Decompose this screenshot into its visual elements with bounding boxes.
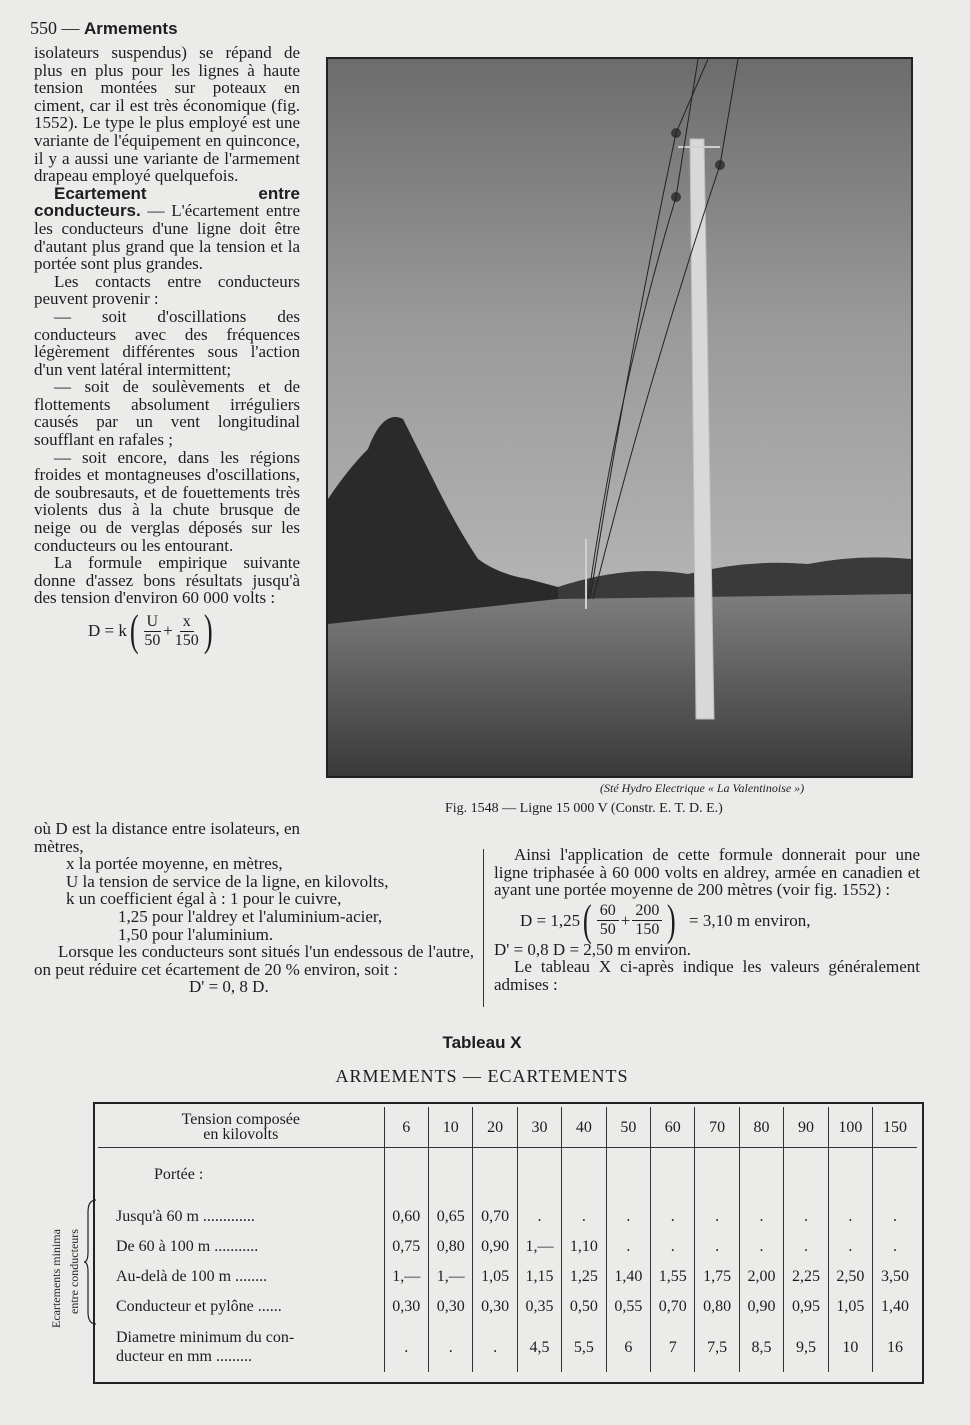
table-cell: 1,— [384,1262,428,1292]
denominator: 50 [599,921,616,939]
page-number: 550 [30,18,57,38]
table-cell: . [651,1202,695,1232]
tension-header-cell: 80 [739,1107,783,1148]
definition-line: D' = 0, 8 D. [189,977,269,997]
diameter-row [98,1322,917,1372]
table-cell: . [873,1232,917,1262]
table-cell: 0,80 [429,1232,473,1262]
row-label-line: Diametre minimum du con- [116,1329,295,1346]
plus-sign: + [163,621,173,641]
tension-header-cell: 6 [384,1107,428,1148]
empty-cell [429,1148,473,1203]
empty-cell [784,1148,828,1203]
curly-brace-icon [84,1198,98,1326]
tension-header-cell: 50 [606,1107,650,1148]
table-cell: . [651,1232,695,1262]
figure-caption: Fig. 1548 — Ligne 15 000 V (Constr. E. T. D. E.) [445,801,723,816]
table-row [98,1202,917,1232]
paragraph: Les contacts entre conducteurs peuvent provenir : [34,271,300,309]
table-row [98,1232,917,1262]
table-cell: 1,— [429,1262,473,1292]
definitions-block [34,820,474,996]
left-column [34,44,300,655]
photo-power-line [326,57,913,778]
tension-header-cell: 20 [473,1107,517,1148]
table-cell: 9,5 [784,1322,828,1372]
header-label-line: en kilovolts [203,1126,279,1143]
table-cell: 7,5 [695,1322,739,1372]
definition-line: k un coefficient égal à : 1 pour le cuivre, [66,889,342,909]
tension-header-cell: 150 [873,1107,917,1148]
definition-line: U la tension de service de la ligne, en kilovolts, [66,871,389,891]
table-cell: 0,35 [517,1292,561,1322]
paren-right: ) [203,606,213,655]
table-body [98,1107,917,1372]
paragraph: La formule empirique suivante donne d'assez bons résultats jusqu'à des tension d'environ 60 000 volts : [34,553,300,608]
table-cell: 0,30 [384,1292,428,1322]
table-cell: 0,70 [651,1292,695,1322]
row-label: Conducteur et pylône ...... [116,1298,282,1315]
formula [88,606,300,655]
tension-header-cell: 60 [651,1107,695,1148]
paragraph: Ainsi l'application de cette formule donnerait pour une ligne triphasée à 60 000 volts en aldrey, armée en canadien et ayant une portée moyenne de 200 mètres (voir fig. 1552) : [494,845,920,900]
section-heading: Ecartement entre conducteurs. [34,183,300,221]
fraction [632,902,662,939]
paragraph: Le tableau X ci-après indique les valeurs généralement admises : [494,957,920,994]
paragraph [34,185,300,273]
table-cell: . [695,1202,739,1232]
table-cell: . [739,1202,783,1232]
table-cell: 0,95 [784,1292,828,1322]
formula [520,895,920,945]
table-cell: 1,40 [606,1262,650,1292]
table-subtitle: ARMEMENTS — ECARTEMENTS [335,1066,629,1086]
table-cell: 0,70 [473,1202,517,1232]
empty-cell [606,1148,650,1203]
table-cell: 4,5 [517,1322,561,1372]
table-cell: 3,50 [873,1262,917,1292]
table-cell: . [473,1322,517,1372]
table-cell: . [606,1232,650,1262]
row-label-line: ducteur en mm ......... [116,1348,252,1365]
empty-cell [473,1148,517,1203]
empty-cell [828,1148,872,1203]
table-cell: 1,10 [562,1232,606,1262]
empty-cell [651,1148,695,1203]
table-cell: . [606,1202,650,1232]
empty-cell [695,1148,739,1203]
tension-header-cell: 70 [695,1107,739,1148]
formula-line: D' = 0,8 D = 2,50 m environ. [494,939,691,959]
fraction [597,902,619,939]
table-cell: . [739,1232,783,1262]
paragraph: — soit de soulèvements et de flottements absolument irréguliers causés par un vent longitudinal soufflant en rafales ; [34,377,300,450]
table-row [98,1292,917,1322]
tension-header-cell: 100 [828,1107,872,1148]
denominator: 150 [174,631,199,649]
side-label-line: entre conducteurs [67,1229,81,1314]
table-cell: 0,65 [429,1202,473,1232]
table-cell: 1,40 [873,1292,917,1322]
header-label [98,1107,384,1148]
definition-line: x la portée moyenne, en mètres, [66,854,283,874]
paren-right: ) [667,895,677,945]
table-cell: . [695,1232,739,1262]
empty-cell [384,1148,428,1203]
row-label: De 60 à 100 m ........... [116,1238,259,1255]
denominator: 50 [144,631,161,649]
table-cell: . [784,1202,828,1232]
numerator: 200 [632,902,662,921]
paren-left: ( [129,606,139,655]
formula-lhs: D = 1,25 [520,910,581,930]
table-cell: 16 [873,1322,917,1372]
empty-cell [873,1148,917,1203]
table-cell: 0,80 [695,1292,739,1322]
table-cell: 5,5 [562,1322,606,1372]
table-cell: 0,75 [384,1232,428,1262]
definition-line: 1,25 pour l'aldrey et l'aluminium-acier, [118,906,383,926]
paragraph: — soit encore, dans les régions froides et montagneuses d'oscillations, de soubresauts, et de fouettements très violents dus à la chute brusque de neige ou de verglas déposés sur les conducteurs ou les entourant. [34,447,300,555]
numerator: U [144,613,162,632]
portee-row [98,1148,917,1203]
empty-cell [739,1148,783,1203]
column-divider [483,849,484,1007]
tension-header-cell: 40 [562,1107,606,1148]
photo-illustration [328,59,911,776]
definition-line: Lorsque les conducteurs sont situés l'un endessous de l'autre, on peut réduire cet écartement de 20 % environ, soit : [34,942,474,979]
empty-cell [562,1148,606,1203]
table-cell: 1,25 [562,1262,606,1292]
fraction [144,613,162,650]
definition-line: où D est la distance entre isolateurs, en mètres, [34,819,300,856]
table-title: Tableau X [442,1033,522,1052]
row-label: Jusqu'à 60 m ............. [116,1208,255,1225]
data-table [98,1107,917,1372]
table-cell: 2,00 [739,1262,783,1292]
table-cell: 1,— [517,1232,561,1262]
table-cell: 0,30 [429,1292,473,1322]
table-cell: . [784,1232,828,1262]
table-cell: 1,75 [695,1262,739,1292]
table-cell: 2,50 [828,1262,872,1292]
paragraph-text: — L'écartement entre les conducteurs d'une ligne doit être d'autant plus grand que la tension et la portée sont plus grandes. [34,201,300,274]
paragraph: isolateurs suspendus) se répand de plus en plus pour les lignes à haute tension montées sur poteaux en ciment, car il est très économique (fig. 1552). Le type le plus employé est une variante de l'équipement en quinconce, il y a aussi une variante de l'armement drapeau employé quelquefois. [34,43,300,186]
fraction [175,613,199,650]
empty-cell [517,1148,561,1203]
plus-sign: + [620,910,631,930]
table-cell: 1,15 [517,1262,561,1292]
numerator: 60 [597,902,619,921]
table-cell: . [828,1202,872,1232]
formula-lhs: D = k [88,621,127,641]
table-cell: . [429,1322,473,1372]
header-label-line: Tension composée [181,1111,300,1128]
right-column [494,846,920,994]
table-cell: 0,60 [384,1202,428,1232]
tension-header-cell: 30 [517,1107,561,1148]
table-cell: 0,55 [606,1292,650,1322]
figure-credit: (Sté Hydro Electrique « La Valentinoise ») [600,781,805,795]
table-cell: 8,5 [739,1322,783,1372]
table-cell: . [562,1202,606,1232]
tension-header-cell: 10 [429,1107,473,1148]
formula-rhs: = 3,10 m environ, [689,910,811,930]
section-title: Armements [84,19,178,38]
paren-left: ( [583,895,592,945]
portee-label: Portée : [154,1166,204,1183]
table-cell: 1,55 [651,1262,695,1292]
header-dash: — [61,18,80,38]
page-header [30,18,178,39]
table-cell: . [828,1232,872,1262]
table-row [98,1262,917,1292]
numerator: x [180,613,194,632]
row-label [98,1322,384,1372]
table-cell: . [517,1202,561,1232]
table-cell: 10 [828,1322,872,1372]
table-cell: 0,90 [473,1232,517,1262]
table-cell: 6 [606,1322,650,1372]
table-cell: . [384,1322,428,1372]
spacing-table [93,1102,924,1384]
table-cell: . [873,1202,917,1232]
side-label-line: Ecartements minima [49,1229,63,1328]
row-label: Au-delà de 100 m ........ [116,1268,268,1285]
table-cell: 0,90 [739,1292,783,1322]
definition-line: 1,50 pour l'aluminium. [118,924,274,944]
table-cell: 7 [651,1322,695,1372]
table-header-row [98,1107,917,1148]
table-cell: 2,25 [784,1262,828,1292]
table-cell: 1,05 [473,1262,517,1292]
paragraph: — soit d'oscillations des conducteurs avec des fréquences légèrement différentes sous l'action d'un vent latéral intermittent; [34,306,300,379]
table-cell: 1,05 [828,1292,872,1322]
table-cell: 0,50 [562,1292,606,1322]
tension-header-cell: 90 [784,1107,828,1148]
denominator: 150 [635,921,660,939]
table-cell: 0,30 [473,1292,517,1322]
field [328,587,911,776]
